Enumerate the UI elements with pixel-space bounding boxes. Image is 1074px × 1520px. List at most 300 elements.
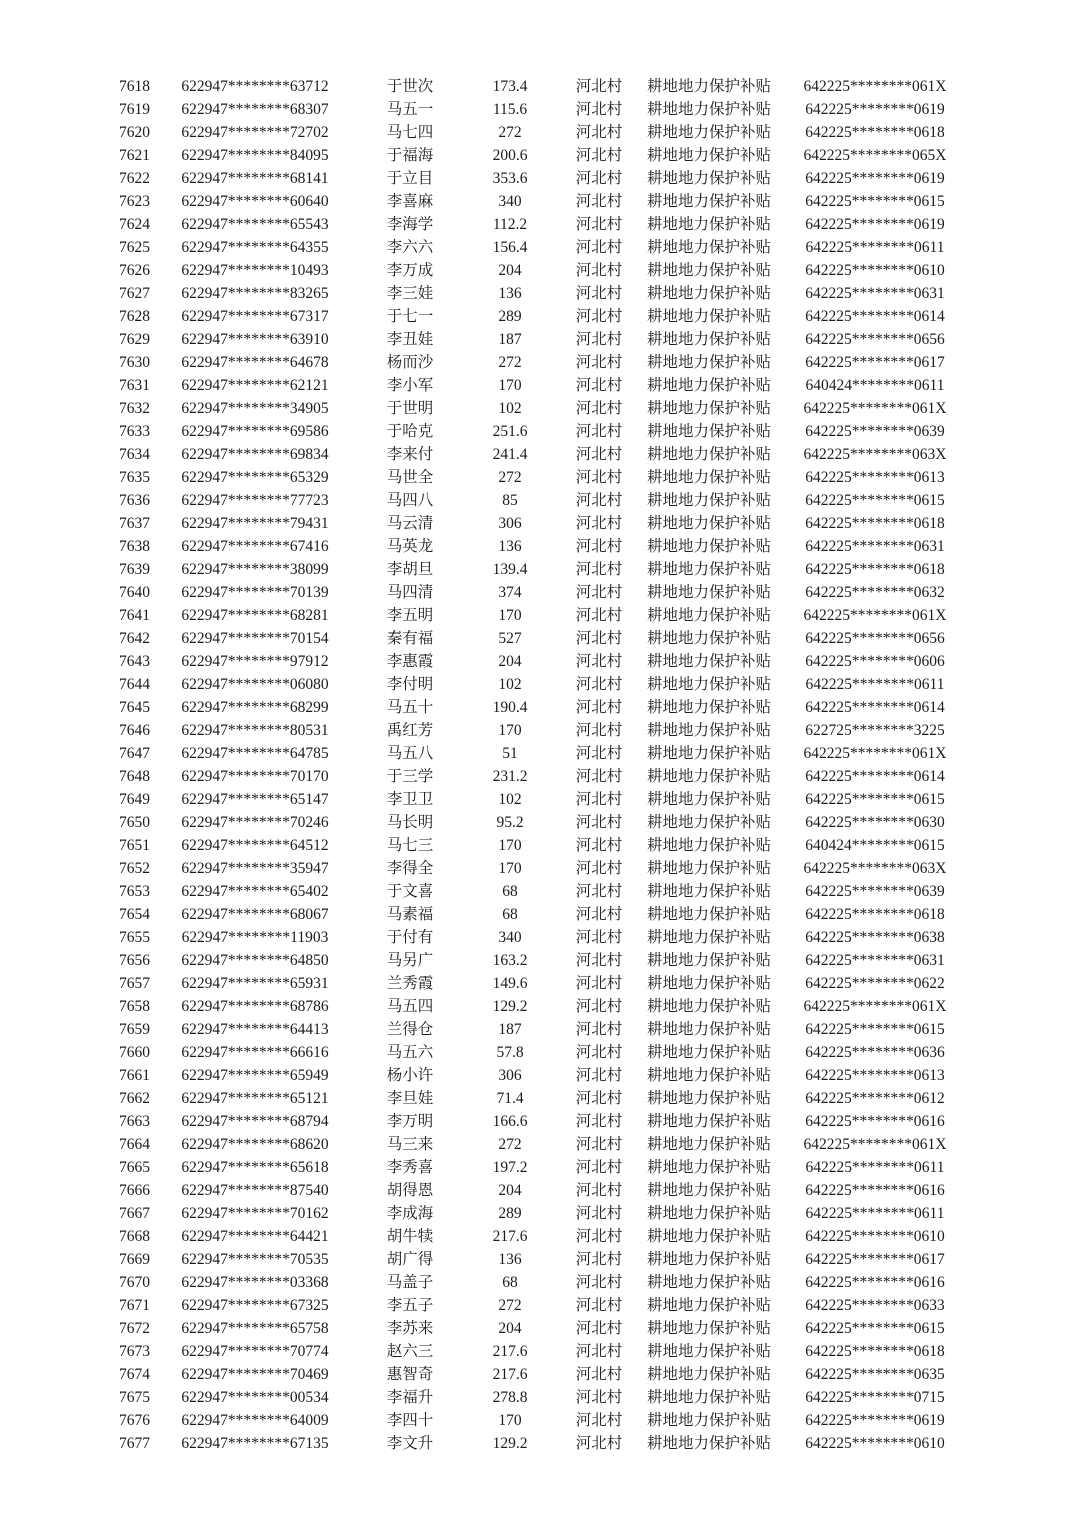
name-cell: 兰得仓 [386, 1021, 434, 1038]
village-cell: 河北村 [575, 1343, 623, 1360]
village-cell: 河北村 [575, 354, 623, 371]
name-cell: 马云清 [386, 515, 434, 532]
table-row [85, 259, 970, 282]
amount-cell: 200.6 [492, 147, 528, 164]
village-cell: 河北村 [575, 1067, 623, 1084]
id-number-cell: 642225********0615 [805, 492, 945, 509]
row-number-cell: 7618 [119, 78, 150, 95]
amount-cell: 272 [498, 354, 522, 371]
table-row [85, 397, 970, 420]
name-cell: 杨小许 [386, 1067, 434, 1084]
village-cell: 河北村 [575, 699, 623, 716]
table-row [85, 213, 970, 236]
village-cell: 河北村 [575, 1320, 623, 1337]
id-number-cell: 642225********0618 [805, 561, 945, 578]
amount-cell: 278.8 [492, 1389, 528, 1406]
account-number-cell: 622947********68620 [181, 1136, 329, 1153]
amount-cell: 173.4 [492, 78, 528, 95]
id-number-cell: 622725********3225 [805, 722, 945, 739]
village-cell: 河北村 [575, 262, 623, 279]
table-row [85, 1432, 970, 1455]
account-number-cell: 622947********62121 [181, 377, 329, 394]
row-number-cell: 7628 [119, 308, 150, 325]
subsidy-type-cell: 耕地地力保护补贴 [646, 1366, 771, 1383]
amount-cell: 251.6 [492, 423, 528, 440]
account-number-cell: 622947********03368 [181, 1274, 329, 1291]
id-number-cell: 642225********0631 [805, 952, 945, 969]
name-cell: 李旦娃 [386, 1090, 434, 1107]
table-row [85, 75, 970, 98]
subsidy-type-cell: 耕地地力保护补贴 [646, 814, 771, 831]
row-number-cell: 7643 [119, 653, 150, 670]
account-number-cell: 622947********72702 [181, 124, 329, 141]
village-cell: 河北村 [575, 1182, 623, 1199]
village-cell: 河北村 [575, 1159, 623, 1176]
name-cell: 禹红芳 [386, 722, 434, 739]
amount-cell: 272 [498, 469, 522, 486]
village-cell: 河北村 [575, 492, 623, 509]
account-number-cell: 622947********97912 [181, 653, 329, 670]
account-number-cell: 622947********70535 [181, 1251, 329, 1268]
row-number-cell: 7661 [119, 1067, 150, 1084]
amount-cell: 217.6 [492, 1228, 528, 1245]
account-number-cell: 622947********10493 [181, 262, 329, 279]
id-number-cell: 642225********0633 [805, 1297, 945, 1314]
table-row [85, 650, 970, 673]
id-number-cell: 642225********065X [803, 147, 947, 164]
account-number-cell: 622947********68067 [181, 906, 329, 923]
village-cell: 河北村 [575, 400, 623, 417]
name-cell: 赵六三 [386, 1343, 434, 1360]
village-cell: 河北村 [575, 124, 623, 141]
amount-cell: 187 [498, 331, 522, 348]
account-number-cell: 622947********68786 [181, 998, 329, 1015]
amount-cell: 163.2 [492, 952, 528, 969]
subsidy-type-cell: 耕地地力保护补贴 [646, 377, 771, 394]
subsidy-type-cell: 耕地地力保护补贴 [646, 469, 771, 486]
row-number-cell: 7625 [119, 239, 150, 256]
table-row [85, 581, 970, 604]
account-number-cell: 622947********65329 [181, 469, 329, 486]
village-cell: 河北村 [575, 377, 623, 394]
subsidy-type-cell: 耕地地力保护补贴 [646, 1159, 771, 1176]
amount-cell: 187 [498, 1021, 522, 1038]
amount-cell: 136 [498, 1251, 522, 1268]
table-row [85, 765, 970, 788]
subsidy-type-cell: 耕地地力保护补贴 [646, 1021, 771, 1038]
village-cell: 河北村 [575, 722, 623, 739]
amount-cell: 306 [498, 515, 522, 532]
village-cell: 河北村 [575, 1366, 623, 1383]
table-row [85, 1225, 970, 1248]
subsidy-type-cell: 耕地地力保护补贴 [646, 446, 771, 463]
row-number-cell: 7676 [119, 1412, 150, 1429]
name-cell: 李卫卫 [386, 791, 434, 808]
row-number-cell: 7669 [119, 1251, 150, 1268]
village-cell: 河北村 [575, 331, 623, 348]
id-number-cell: 642225********0638 [805, 929, 945, 946]
account-number-cell: 622947********63712 [181, 78, 329, 95]
subsidy-type-cell: 耕地地力保护补贴 [646, 239, 771, 256]
id-number-cell: 642225********0631 [805, 285, 945, 302]
amount-cell: 71.4 [496, 1090, 524, 1107]
table-row [85, 1317, 970, 1340]
id-number-cell: 642225********0656 [805, 630, 945, 647]
subsidy-type-cell: 耕地地力保护补贴 [646, 147, 771, 164]
account-number-cell: 622947********67416 [181, 538, 329, 555]
amount-cell: 204 [498, 1320, 522, 1337]
id-number-cell: 642225********0610 [805, 1228, 945, 1245]
subsidy-type-cell: 耕地地力保护补贴 [646, 906, 771, 923]
name-cell: 李福升 [386, 1389, 434, 1406]
amount-cell: 272 [498, 124, 522, 141]
amount-cell: 340 [498, 193, 522, 210]
name-cell: 李万明 [386, 1113, 434, 1130]
subsidy-type-cell: 耕地地力保护补贴 [646, 78, 771, 95]
name-cell: 于文喜 [386, 883, 434, 900]
name-cell: 胡得恩 [386, 1182, 434, 1199]
account-number-cell: 622947********65402 [181, 883, 329, 900]
row-number-cell: 7673 [119, 1343, 150, 1360]
table-row [85, 282, 970, 305]
id-number-cell: 642225********0715 [805, 1389, 945, 1406]
id-number-cell: 642225********063X [803, 446, 947, 463]
amount-cell: 170 [498, 860, 522, 877]
account-number-cell: 622947********64009 [181, 1412, 329, 1429]
subsidy-type-cell: 耕地地力保护补贴 [646, 331, 771, 348]
id-number-cell: 642225********0635 [805, 1366, 945, 1383]
subsidy-type-cell: 耕地地力保护补贴 [646, 1343, 771, 1360]
table-row [85, 489, 970, 512]
subsidy-type-cell: 耕地地力保护补贴 [646, 538, 771, 555]
name-cell: 李海学 [386, 216, 434, 233]
village-cell: 河北村 [575, 147, 623, 164]
subsidy-type-cell: 耕地地力保护补贴 [646, 216, 771, 233]
name-cell: 李来付 [386, 446, 434, 463]
name-cell: 马三来 [386, 1136, 434, 1153]
account-number-cell: 622947********68281 [181, 607, 329, 624]
subsidy-type-cell: 耕地地力保护补贴 [646, 929, 771, 946]
row-number-cell: 7619 [119, 101, 150, 118]
account-number-cell: 622947********64678 [181, 354, 329, 371]
table-row [85, 236, 970, 259]
table-row [85, 696, 970, 719]
amount-cell: 353.6 [492, 170, 528, 187]
id-number-cell: 642225********0631 [805, 538, 945, 555]
subsidy-type-cell: 耕地地力保护补贴 [646, 101, 771, 118]
row-number-cell: 7651 [119, 837, 150, 854]
account-number-cell: 622947********11903 [181, 929, 329, 946]
id-number-cell: 642225********0615 [805, 193, 945, 210]
village-cell: 河北村 [575, 170, 623, 187]
table-row [85, 880, 970, 903]
name-cell: 于世次 [386, 78, 434, 95]
account-number-cell: 622947********70469 [181, 1366, 329, 1383]
table-row [85, 443, 970, 466]
amount-cell: 217.6 [492, 1343, 528, 1360]
amount-cell: 272 [498, 1136, 522, 1153]
amount-cell: 139.4 [492, 561, 528, 578]
name-cell: 马五十 [386, 699, 434, 716]
row-number-cell: 7665 [119, 1159, 150, 1176]
village-cell: 河北村 [575, 515, 623, 532]
table-row [85, 1041, 970, 1064]
id-number-cell: 642225********0610 [805, 1435, 945, 1452]
row-number-cell: 7634 [119, 446, 150, 463]
village-cell: 河北村 [575, 446, 623, 463]
village-cell: 河北村 [575, 1113, 623, 1130]
account-number-cell: 622947********38099 [181, 561, 329, 578]
row-number-cell: 7663 [119, 1113, 150, 1130]
subsidy-type-cell: 耕地地力保护补贴 [646, 423, 771, 440]
subsidy-type-cell: 耕地地力保护补贴 [646, 584, 771, 601]
subsidy-type-cell: 耕地地力保护补贴 [646, 262, 771, 279]
name-cell: 胡牛犊 [386, 1228, 434, 1245]
amount-cell: 51 [502, 745, 518, 762]
id-number-cell: 642225********0619 [805, 1412, 945, 1429]
id-number-cell: 642225********0618 [805, 124, 945, 141]
account-number-cell: 622947********70139 [181, 584, 329, 601]
amount-cell: 340 [498, 929, 522, 946]
account-number-cell: 622947********65758 [181, 1320, 329, 1337]
village-cell: 河北村 [575, 78, 623, 95]
amount-cell: 68 [502, 1274, 518, 1291]
id-number-cell: 642225********063X [803, 860, 947, 877]
amount-cell: 68 [502, 883, 518, 900]
row-number-cell: 7671 [119, 1297, 150, 1314]
village-cell: 河北村 [575, 791, 623, 808]
row-number-cell: 7653 [119, 883, 150, 900]
name-cell: 于七一 [386, 308, 434, 325]
account-number-cell: 622947********66616 [181, 1044, 329, 1061]
subsidy-type-cell: 耕地地力保护补贴 [646, 653, 771, 670]
name-cell: 李五明 [386, 607, 434, 624]
id-number-cell: 642225********0636 [805, 1044, 945, 1061]
amount-cell: 231.2 [492, 768, 528, 785]
id-number-cell: 642225********0639 [805, 423, 945, 440]
id-number-cell: 640424********0615 [805, 837, 945, 854]
name-cell: 马五一 [386, 101, 434, 118]
name-cell: 马素福 [386, 906, 434, 923]
village-cell: 河北村 [575, 837, 623, 854]
amount-cell: 204 [498, 262, 522, 279]
village-cell: 河北村 [575, 814, 623, 831]
row-number-cell: 7674 [119, 1366, 150, 1383]
amount-cell: 136 [498, 538, 522, 555]
amount-cell: 68 [502, 906, 518, 923]
village-cell: 河北村 [575, 101, 623, 118]
table-row [85, 903, 970, 926]
subsidy-type-cell: 耕地地力保护补贴 [646, 492, 771, 509]
village-cell: 河北村 [575, 1136, 623, 1153]
amount-cell: 197.2 [492, 1159, 528, 1176]
amount-cell: 166.6 [492, 1113, 528, 1130]
account-number-cell: 622947********65121 [181, 1090, 329, 1107]
account-number-cell: 622947********68794 [181, 1113, 329, 1130]
amount-cell: 190.4 [492, 699, 528, 716]
row-number-cell: 7650 [119, 814, 150, 831]
village-cell: 河北村 [575, 630, 623, 647]
row-number-cell: 7621 [119, 147, 150, 164]
row-number-cell: 7672 [119, 1320, 150, 1337]
id-number-cell: 642225********0622 [805, 975, 945, 992]
id-number-cell: 642225********0615 [805, 1021, 945, 1038]
row-number-cell: 7677 [119, 1435, 150, 1452]
subsidy-type-cell: 耕地地力保护补贴 [646, 952, 771, 969]
village-cell: 河北村 [575, 607, 623, 624]
id-number-cell: 642225********0611 [805, 239, 945, 256]
name-cell: 李惠霞 [386, 653, 434, 670]
row-number-cell: 7664 [119, 1136, 150, 1153]
table-row [85, 1133, 970, 1156]
subsidy-type-cell: 耕地地力保护补贴 [646, 1113, 771, 1130]
table-row [85, 1202, 970, 1225]
account-number-cell: 622947********69586 [181, 423, 329, 440]
amount-cell: 85 [502, 492, 518, 509]
row-number-cell: 7629 [119, 331, 150, 348]
village-cell: 河北村 [575, 538, 623, 555]
village-cell: 河北村 [575, 1251, 623, 1268]
subsidy-type-cell: 耕地地力保护补贴 [646, 515, 771, 532]
village-cell: 河北村 [575, 216, 623, 233]
row-number-cell: 7656 [119, 952, 150, 969]
account-number-cell: 622947********65931 [181, 975, 329, 992]
table-row [85, 949, 970, 972]
name-cell: 李付明 [386, 676, 434, 693]
row-number-cell: 7652 [119, 860, 150, 877]
village-cell: 河北村 [575, 1435, 623, 1452]
row-number-cell: 7659 [119, 1021, 150, 1038]
id-number-cell: 642225********0656 [805, 331, 945, 348]
row-number-cell: 7658 [119, 998, 150, 1015]
name-cell: 李成海 [386, 1205, 434, 1222]
account-number-cell: 622947********69834 [181, 446, 329, 463]
subsidy-type-cell: 耕地地力保护补贴 [646, 1412, 771, 1429]
account-number-cell: 622947********34905 [181, 400, 329, 417]
account-number-cell: 622947********68299 [181, 699, 329, 716]
village-cell: 河北村 [575, 308, 623, 325]
row-number-cell: 7648 [119, 768, 150, 785]
account-number-cell: 622947********84095 [181, 147, 329, 164]
village-cell: 河北村 [575, 952, 623, 969]
table-row [85, 811, 970, 834]
id-number-cell: 642225********0619 [805, 101, 945, 118]
name-cell: 马长明 [386, 814, 434, 831]
table-row [85, 604, 970, 627]
subsidy-type-cell: 耕地地力保护补贴 [646, 998, 771, 1015]
row-number-cell: 7668 [119, 1228, 150, 1245]
id-number-cell: 642225********0613 [805, 1067, 945, 1084]
name-cell: 兰秀霞 [386, 975, 434, 992]
account-number-cell: 622947********67325 [181, 1297, 329, 1314]
account-number-cell: 622947********65543 [181, 216, 329, 233]
subsidy-type-cell: 耕地地力保护补贴 [646, 699, 771, 716]
village-cell: 河北村 [575, 929, 623, 946]
id-number-cell: 642225********0619 [805, 170, 945, 187]
row-number-cell: 7644 [119, 676, 150, 693]
id-number-cell: 642225********0619 [805, 216, 945, 233]
subsidy-type-cell: 耕地地力保护补贴 [646, 1182, 771, 1199]
amount-cell: 289 [498, 308, 522, 325]
amount-cell: 272 [498, 1297, 522, 1314]
row-number-cell: 7641 [119, 607, 150, 624]
table-row [85, 926, 970, 949]
account-number-cell: 622947********64421 [181, 1228, 329, 1245]
row-number-cell: 7654 [119, 906, 150, 923]
amount-cell: 156.4 [492, 239, 528, 256]
name-cell: 马世全 [386, 469, 434, 486]
name-cell: 马英龙 [386, 538, 434, 555]
village-cell: 河北村 [575, 1297, 623, 1314]
account-number-cell: 622947********79431 [181, 515, 329, 532]
name-cell: 马五八 [386, 745, 434, 762]
name-cell: 李丑娃 [386, 331, 434, 348]
account-number-cell: 622947********68307 [181, 101, 329, 118]
name-cell: 马四八 [386, 492, 434, 509]
row-number-cell: 7666 [119, 1182, 150, 1199]
id-number-cell: 642225********0611 [805, 676, 945, 693]
subsidy-type-cell: 耕地地力保护补贴 [646, 676, 771, 693]
subsidy-type-cell: 耕地地力保护补贴 [646, 607, 771, 624]
id-number-cell: 642225********0630 [805, 814, 945, 831]
village-cell: 河北村 [575, 1389, 623, 1406]
amount-cell: 204 [498, 1182, 522, 1199]
name-cell: 胡广得 [386, 1251, 434, 1268]
account-number-cell: 622947********60640 [181, 193, 329, 210]
name-cell: 马另广 [386, 952, 434, 969]
amount-cell: 129.2 [492, 1435, 528, 1452]
table-row [85, 98, 970, 121]
account-number-cell: 622947********63910 [181, 331, 329, 348]
amount-cell: 170 [498, 377, 522, 394]
table-row [85, 1363, 970, 1386]
table-row [85, 1087, 970, 1110]
row-number-cell: 7640 [119, 584, 150, 601]
table-row [85, 673, 970, 696]
name-cell: 于哈克 [386, 423, 434, 440]
account-number-cell: 622947********65618 [181, 1159, 329, 1176]
name-cell: 马五四 [386, 998, 434, 1015]
subsidy-type-cell: 耕地地力保护补贴 [646, 561, 771, 578]
subsidy-type-cell: 耕地地力保护补贴 [646, 768, 771, 785]
id-number-cell: 642225********061X [803, 998, 947, 1015]
subsidy-type-cell: 耕地地力保护补贴 [646, 1389, 771, 1406]
name-cell: 马七四 [386, 124, 434, 141]
table-row [85, 466, 970, 489]
id-number-cell: 642225********0617 [805, 354, 945, 371]
id-number-cell: 642225********0616 [805, 1182, 945, 1199]
village-cell: 河北村 [575, 1021, 623, 1038]
table-row [85, 1248, 970, 1271]
table-row [85, 1409, 970, 1432]
id-number-cell: 642225********0617 [805, 1251, 945, 1268]
row-number-cell: 7645 [119, 699, 150, 716]
name-cell: 马四清 [386, 584, 434, 601]
amount-cell: 217.6 [492, 1366, 528, 1383]
subsidy-type-cell: 耕地地力保护补贴 [646, 124, 771, 141]
subsidy-type-cell: 耕地地力保护补贴 [646, 1228, 771, 1245]
village-cell: 河北村 [575, 561, 623, 578]
amount-cell: 149.6 [492, 975, 528, 992]
account-number-cell: 622947********06080 [181, 676, 329, 693]
village-cell: 河北村 [575, 193, 623, 210]
subsidy-type-cell: 耕地地力保护补贴 [646, 883, 771, 900]
village-cell: 河北村 [575, 1090, 623, 1107]
account-number-cell: 622947********70154 [181, 630, 329, 647]
table-row [85, 121, 970, 144]
account-number-cell: 622947********65147 [181, 791, 329, 808]
row-number-cell: 7635 [119, 469, 150, 486]
